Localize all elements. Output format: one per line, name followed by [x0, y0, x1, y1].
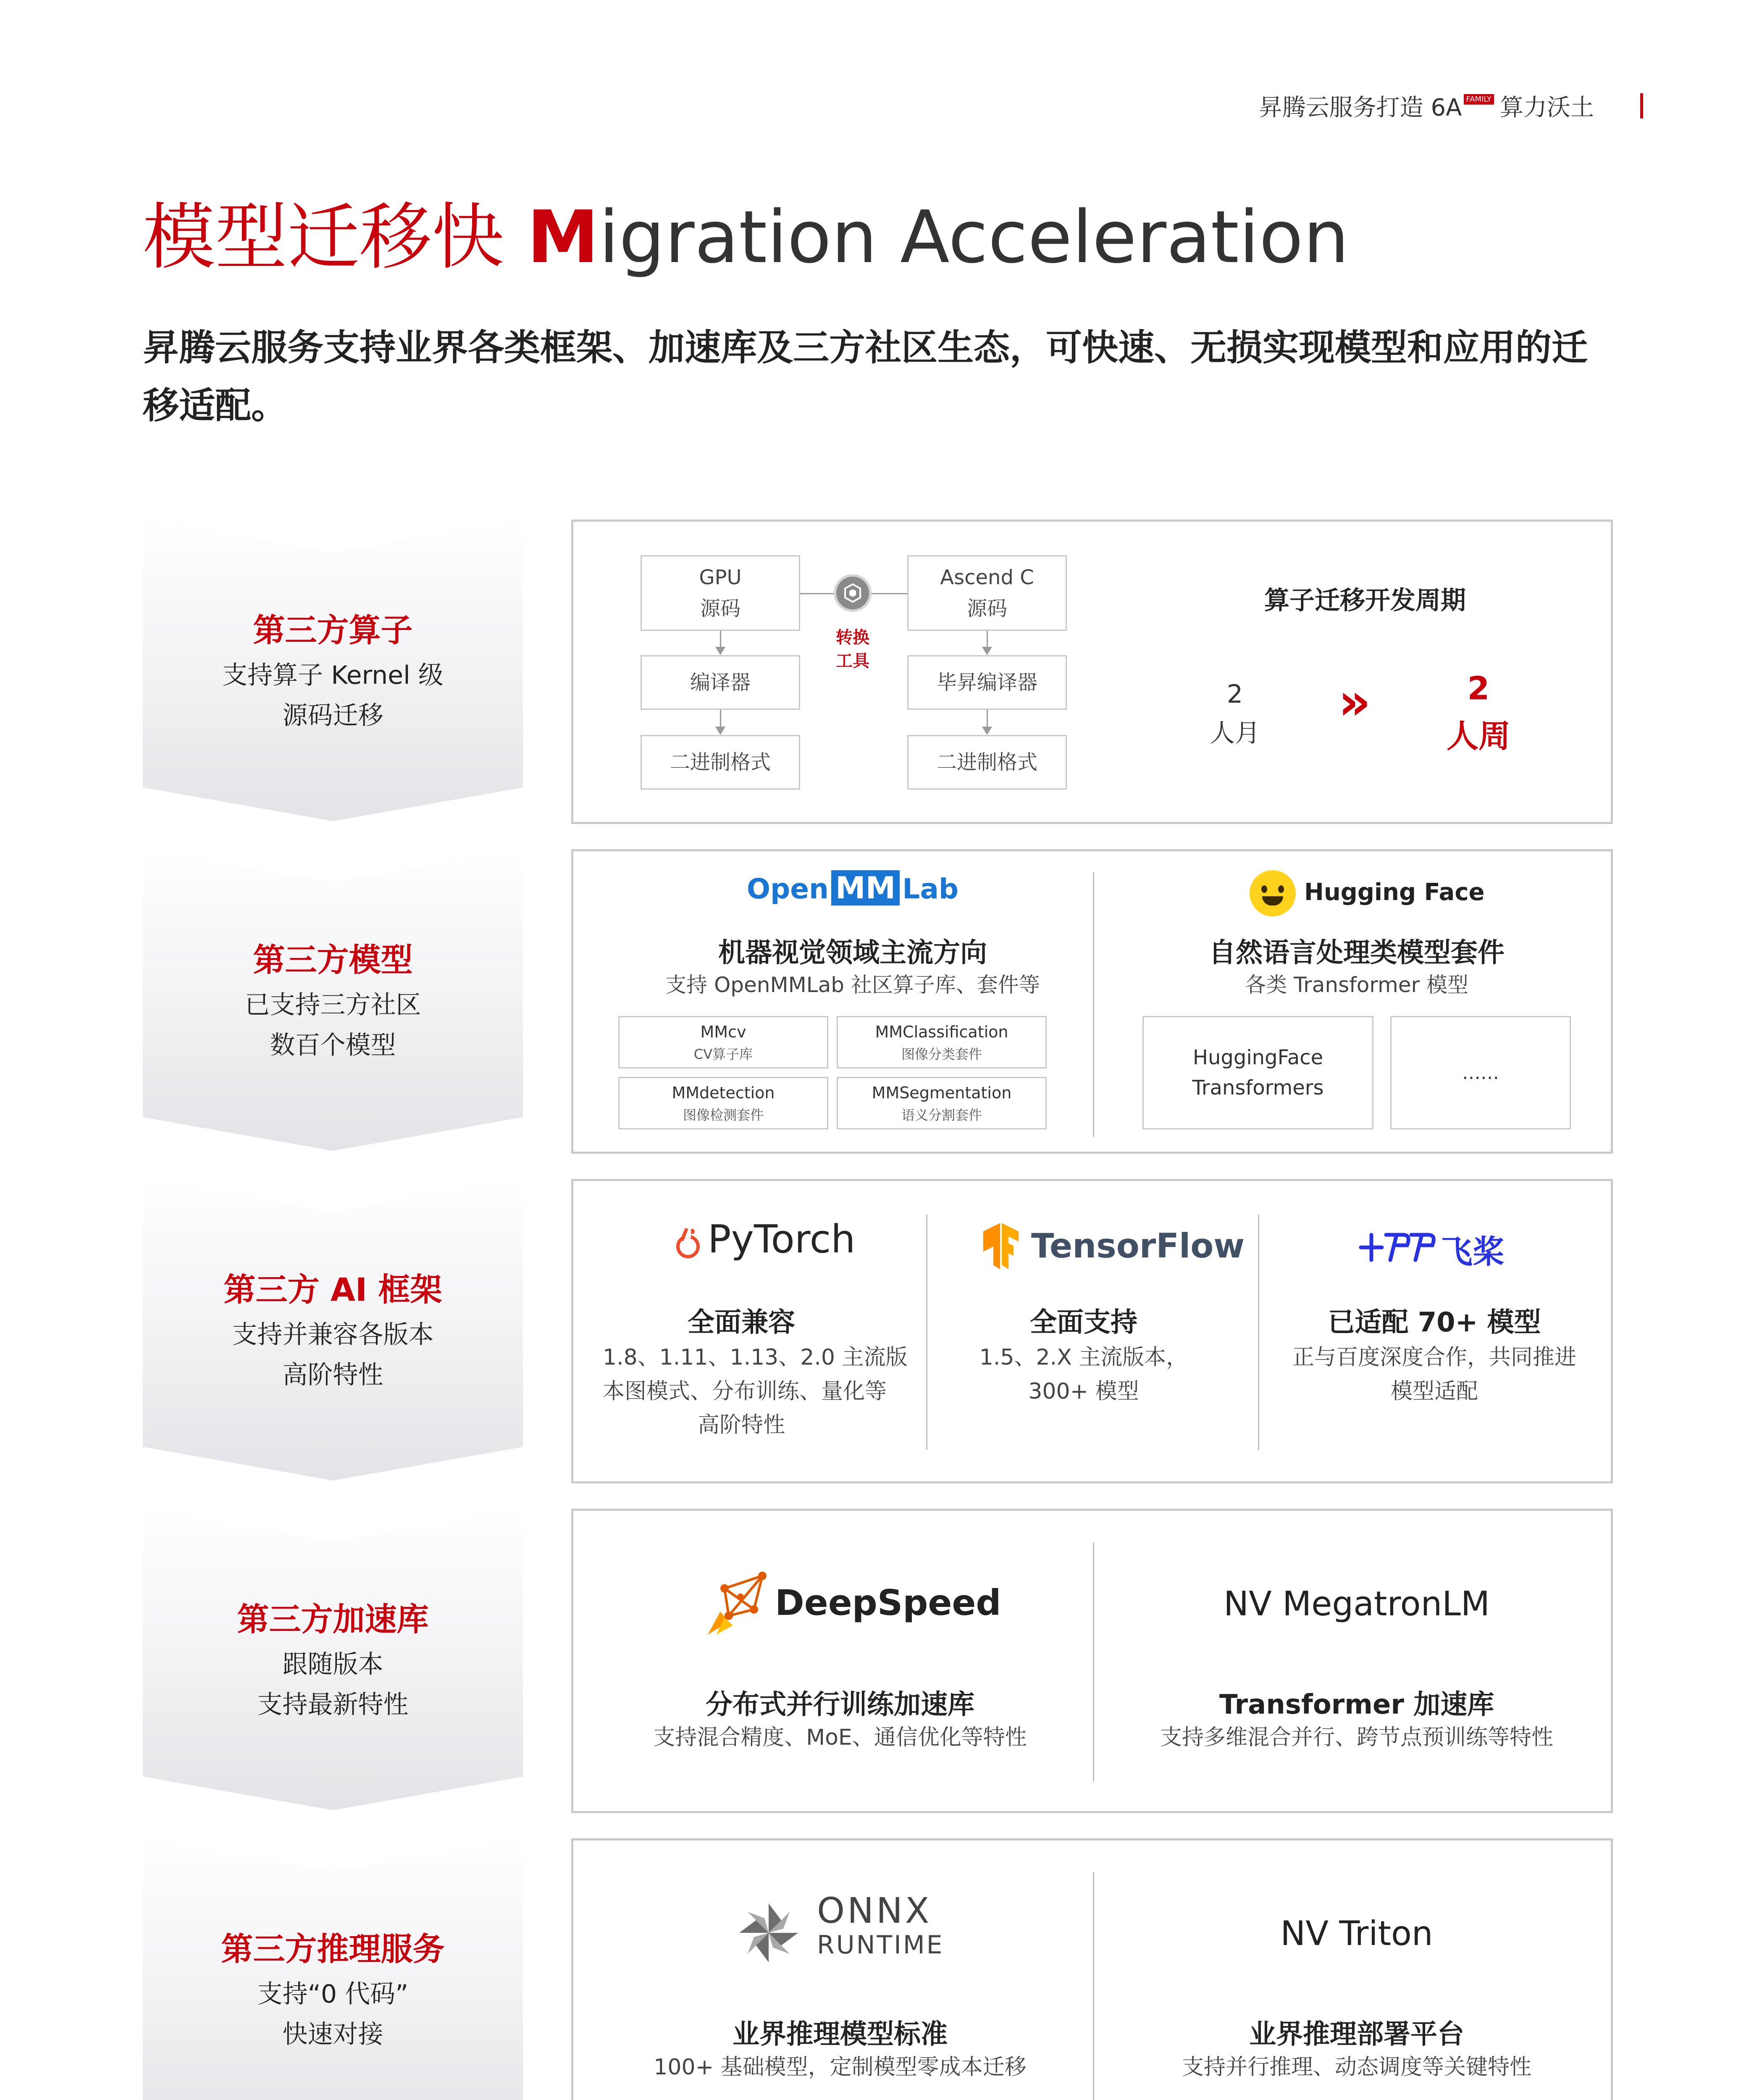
framework-desc: 正与百度深度合作，共同推进 模型适配 — [1292, 1345, 1576, 1404]
arrow-down-icon — [715, 647, 725, 655]
megatron-logo-text: NV MegatronLM — [1224, 1584, 1490, 1623]
mmsegmentation-cell: MMSegmentation 语义分割套件 — [837, 1077, 1047, 1129]
ascend-binary-box: 二进制格式 — [907, 735, 1067, 790]
inference-left-subtitle: 100+ 基础模型，定制模型零成本迁移 — [654, 2055, 1027, 2080]
accel-right-subtitle: 支持多维混合并行、跨节点预训练等特性 — [1160, 1725, 1553, 1750]
framework-desc: 1.8、1.11、1.13、2.0 主流版 本图模式、分布训练、量化等 高阶特性 — [603, 1345, 908, 1438]
inference-left-title: 业界推理模型标准 — [733, 2019, 948, 2050]
arrow-down-icon — [715, 727, 725, 735]
inference-right-subtitle: 支持并行推理、动态调度等关键特性 — [1182, 2055, 1531, 2080]
row-desc: 支持“0 代码” 快速对接 — [257, 1979, 409, 2049]
tensorflow-icon — [980, 1223, 1022, 1271]
more-models-box: …… — [1390, 1016, 1571, 1129]
row-desc: 支持算子 Kernel 级 源码迁移 — [222, 661, 444, 730]
accel-left-subtitle: 支持混合精度、MoE、通信优化等特性 — [653, 1725, 1027, 1750]
onnx-logo-text: ONNX RUNTIME — [817, 1890, 944, 1960]
arrow-down-icon — [982, 647, 992, 655]
mmcv-cell: MMcv CV算子库 — [618, 1016, 828, 1068]
framework-title: 已适配 70+ 模型 — [1328, 1307, 1541, 1338]
paddle-icon — [1357, 1226, 1436, 1266]
ascend-compiler-box: 毕昇编译器 — [907, 655, 1067, 710]
models-left-title: 机器视觉领域主流方向 — [718, 937, 987, 969]
title-en: igration Acceleration — [599, 195, 1349, 279]
hf-transformers-box: HuggingFace Transformers — [1142, 1016, 1373, 1129]
conversion-tool-label: 转换 工具 — [836, 628, 869, 671]
page-subtitle: 昇腾云服务支持业界各类框架、加速库及三方社区生态，可快速、无损实现模型和应用的迁移适配。 — [143, 327, 1588, 427]
header-prefix: 昇腾云服务打造 6A — [1258, 94, 1462, 121]
title-m: M — [527, 195, 599, 279]
pytorch-logo-text: PyTorch — [708, 1217, 856, 1262]
gpu-source-box: GPU 源码 — [641, 555, 800, 631]
panel-models — [571, 849, 1613, 1154]
framework-desc: 1.5、2.X 主流版本， 300+ 模型 — [979, 1345, 1188, 1404]
mmclassification-cell: MMClassification 图像分类套件 — [837, 1016, 1047, 1068]
framework-title: 全面支持 — [1030, 1307, 1137, 1338]
cycle-title: 算子迁移开发周期 — [1264, 586, 1466, 615]
pytorch-flame-icon — [673, 1226, 703, 1262]
double-chevron-right-icon: » — [1338, 673, 1371, 731]
row-title: 第三方推理服务 — [221, 1930, 445, 1968]
onnx-runtime-icon — [735, 1899, 802, 1968]
row-title: 第三方加速库 — [237, 1601, 429, 1638]
openmmlab-logo: Open MM Lab — [746, 870, 959, 906]
framework-title: 全面兼容 — [688, 1307, 795, 1338]
header-accent-bar — [1640, 93, 1643, 118]
cycle-after: 2 人周 — [1447, 669, 1510, 755]
panel-frameworks — [571, 1179, 1613, 1483]
row-desc: 已支持三方社区 数百个模型 — [244, 990, 421, 1060]
binary-box: 二进制格式 — [641, 735, 800, 790]
panel-operators — [571, 520, 1613, 824]
family-badge: FAMILY — [1464, 94, 1494, 105]
row-title: 第三方 AI 框架 — [223, 1271, 442, 1308]
hugging-face-emoji-icon — [1250, 870, 1296, 916]
ascend-source-box: Ascend C 源码 — [907, 555, 1067, 631]
mmdetection-cell: MMdetection 图像检测套件 — [618, 1077, 828, 1129]
page-title — [143, 197, 1349, 277]
title-cn: 模型迁移快 — [143, 195, 527, 279]
deepspeed-logo-text: DeepSpeed — [775, 1582, 1001, 1623]
inference-right-title: 业界推理部署平台 — [1249, 2019, 1464, 2050]
row-desc: 跟随版本 支持最新特性 — [257, 1650, 409, 1719]
deepspeed-icon — [699, 1572, 767, 1636]
hugging-face-logo-text: Hugging Face — [1304, 879, 1485, 906]
row-title: 第三方算子 — [253, 612, 413, 649]
accel-right-title: Transformer 加速库 — [1219, 1689, 1494, 1720]
models-right-subtitle: 各类 Transformer 模型 — [1245, 973, 1468, 997]
models-right-title: 自然语言处理类模型套件 — [1209, 937, 1505, 969]
header-title — [1259, 89, 1594, 123]
header-suffix: 算力沃土 — [1500, 94, 1594, 121]
triton-logo-text: NV Triton — [1280, 1914, 1433, 1953]
arrow-down-icon — [982, 727, 992, 735]
paddle-logo-text: 飞桨 — [1441, 1233, 1505, 1270]
compiler-box: 编译器 — [641, 655, 800, 710]
conversion-tool-icon — [834, 574, 872, 612]
panel-accelerators — [571, 1509, 1613, 1813]
models-left-subtitle: 支持 OpenMMLab 社区算子库、套件等 — [665, 973, 1040, 997]
cycle-before: 2 人月 — [1210, 680, 1260, 748]
row-desc: 支持并兼容各版本 高阶特性 — [232, 1320, 434, 1390]
accel-left-title: 分布式并行训练加速库 — [706, 1689, 974, 1720]
tensorflow-logo-text: TensorFlow — [1031, 1226, 1245, 1265]
panel-inference — [571, 1838, 1613, 2100]
row-title: 第三方模型 — [253, 941, 413, 979]
